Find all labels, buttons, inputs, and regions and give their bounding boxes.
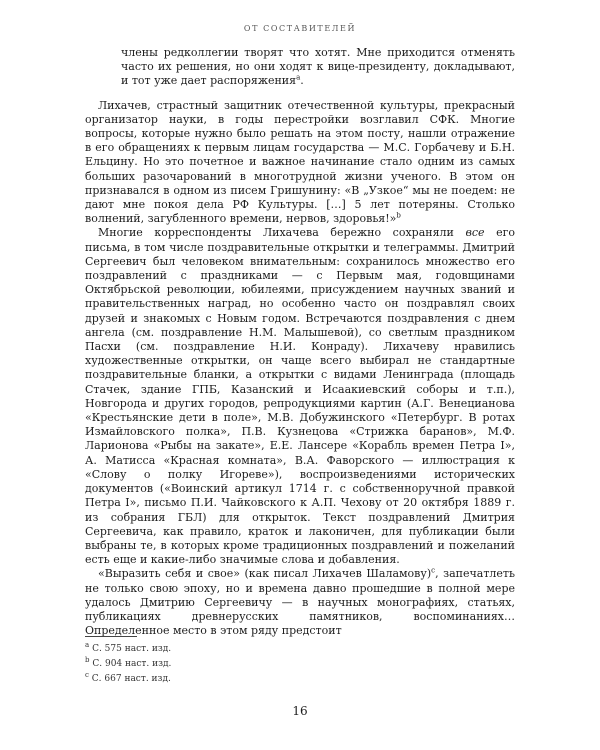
footnotes xyxy=(85,642,171,687)
footnote-b-mark: b xyxy=(85,656,90,664)
page-number: 16 xyxy=(292,704,308,718)
footnote-c xyxy=(85,672,171,687)
paragraph-2 xyxy=(85,226,515,567)
paragraph-2-emphasis: все xyxy=(465,226,485,240)
paragraph-2-text-end: его письма, в том числе поздравительные открытки и телеграммы. Дмитрий Сергеевич был человеком внимательным: сохранилось множество его поздравлений с праздниками — с Первым мая, годовщинами Октябрьской революции, юбилеями, присуждением научных званий и правительственных наград, но особенно часто он поздравлял своих друзей и знакомых с Новым годом. Встречаются поздравления с днем ангела (см. поздравление Н.М. Малышевой), со светлым праздником Пасхи (см. поздравление Н.И. Конраду). Лихачеву нравились художественные открытки, он чаще всего выбирал не стандартные поздравительные бланки, а открытки с видами Ленинграда (площадь Стачек, здание ГПБ, Казанский и Исаакиевский соборы и т.п.), Новгорода и других городов, репродукциями картин (А.Г. Венецианова «Крестьянские дети в поле», М.В. Добужинского «Петербург. В ротах Измайловского полка», П.В. Кузнецова «Стрижка баранов», М.Ф. Ларионова «Рыбы на закате», Е.Е. Лансере «Корабль времен Петра I», А. Матисса «Красная комната», В.А. Фаворского — иллюстрация к «Слову о полку Игореве»), воспроизведениями исторических документов («Воинский артикул 1714 г. с собственноручной правкой Петра I», письмо П.И. Чайковского к А.П. Чехову от 20 октября 1889 г. из собрания ГБЛ) для открыток. Текст поздравлений Дмитрия Сергеевича, как правило, краток и лаконичен, для публикации были выбраны те, в которых кроме традиционных поздравлений и пожеланий есть еще и какие-либо значимые слова и добавления. xyxy=(85,226,515,567)
footnote-c-mark: c xyxy=(85,671,89,679)
footnote-ref-b: b xyxy=(396,211,401,220)
paragraph-2-text-start: Многие корреспонденты Лихачева бережно сохраняли xyxy=(98,226,466,240)
running-head: ОТ СОСТАВИТЕЛЕЙ xyxy=(243,24,357,33)
footnote-b xyxy=(85,657,171,672)
footnote-ref-a: a xyxy=(296,73,301,82)
body-text xyxy=(85,46,515,638)
paragraph-3 xyxy=(85,567,515,638)
footnote-ref-c: c xyxy=(431,566,436,575)
quote-text: члены редколлегии творят что хотят. Мне приходится отменять часто их решения, но они ходят к вице-президенту, докладывают, и тот уже дает распоряжения xyxy=(121,46,515,88)
footnote-c-text: С. 667 наст. изд. xyxy=(91,674,171,684)
footnote-divider xyxy=(85,636,137,637)
footnote-b-text: С. 904 наст. изд. xyxy=(92,659,172,669)
paragraph-3-text-end: , запечатлеть не только свою эпоху, но и времена давно прошедшие в полной мере удалось Дмитрию Сергеевичу — в научных монографиях, статьях, публикациях древнерусских памятников, воспоминаниях… Определенное место в этом ряду предстоит xyxy=(85,567,515,638)
paragraph-3-text-start: «Выразить себя и свое» (как писал Лихачев Шаламову) xyxy=(98,567,432,581)
paragraph-1 xyxy=(85,99,515,227)
paragraph-1-text: Лихачев, страстный защитник отечественной культуры, прекрасный организатор науки, в годы перестройки возглавил СФК. Многие вопросы, которые нужно было решать на этом посту, нашли отражение в его обращениях к первым лицам государства — М.С. Горбачеву и Б.Н. Ельцину. Но это почетное и важное начинание стало одним из самых больших разочарований в многотрудной жизни ученого. В этом он признавался в одном из писем Гришунину: «В „Узкое“ мы не поедем: не дают мне покоя дела РФ Культуры. […] 5 лет потеряны. Столько волнений, загубленного времени, нервов, здоровья!» xyxy=(85,98,515,226)
footnote-a-mark: a xyxy=(85,641,90,649)
block-quote: члены редколлегии творят что хотят. Мне приходится отменять часто их решения, но они ходят к вице-президенту, докладывают, и тот уже дает распоряжения$^a$. xyxy=(121,46,515,88)
footnote-a xyxy=(85,642,171,657)
footnote-a-text: С. 575 наст. изд. xyxy=(92,644,172,654)
